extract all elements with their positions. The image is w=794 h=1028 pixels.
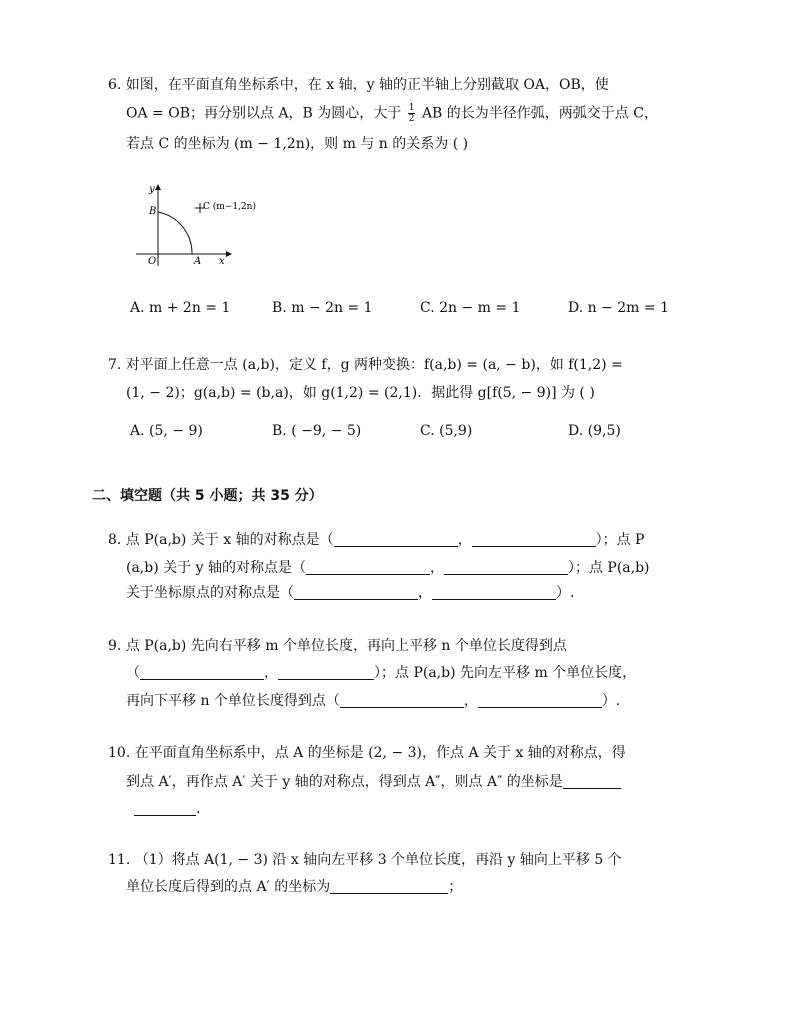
q6-coordinate-figure: [130, 180, 280, 270]
q7-option-a[interactable]: A. (5, − 9): [130, 423, 203, 439]
q6-option-d[interactable]: D. n − 2m = 1: [568, 300, 669, 316]
q8-comma-1: ，: [457, 532, 472, 548]
q11-l2-text: 单位长度后得到的点 A′ 的坐标为: [126, 879, 331, 895]
q8-line-3: [126, 583, 574, 603]
q7-option-c[interactable]: C. (5,9): [420, 423, 473, 439]
q10-l3-end: .: [196, 801, 201, 817]
q8-line-1: [108, 530, 644, 550]
q9-line-2: [126, 663, 636, 683]
q6-option-c[interactable]: C. 2n − m = 1: [420, 300, 521, 316]
q8-l1-end: ）；点 P: [595, 532, 645, 548]
q7-line-2: (1, − 2)；g(a,b) = (b,a)，如 g(1,2) = (2,1)．据此得 g[f(5, − 9)] 为 ( ): [126, 385, 595, 401]
q8-blank-1[interactable]: [334, 531, 458, 547]
q6-option-b[interactable]: B. m − 2n = 1: [272, 300, 373, 316]
q8-blank-5[interactable]: [294, 584, 418, 600]
label-b: B: [149, 206, 157, 217]
label-x: x: [219, 256, 225, 267]
q9-line-1: 9. 点 P(a,b) 先向右平移 m 个单位长度，再向上平移 n 个单位长度得到点: [108, 638, 567, 654]
q8-blank-2[interactable]: [472, 531, 596, 547]
q7-option-b[interactable]: B. ( −9, − 5): [272, 423, 362, 439]
q9-comma-1: ，: [264, 665, 278, 681]
q9-l2-open: （: [126, 665, 140, 681]
q8-line-2: [126, 558, 650, 578]
q8-blank-4[interactable]: [444, 559, 568, 575]
q8-l2-end: ）；点 P(a,b): [567, 560, 650, 576]
q7-line-1: 7. 对平面上任意一点 (a,b)，定义 f，g 两种变换：f(a,b) = (a, − b)，如 f(1,2) =: [108, 357, 623, 373]
q6-line-2: [126, 103, 658, 124]
q6-line-2-post: AB 的长为半径作弧，两弧交于点 C，: [421, 105, 658, 122]
q9-comma-2: ，: [463, 693, 478, 709]
q8-l1-text: 8. 点 P(a,b) 关于 x 轴的对称点是（: [108, 532, 334, 548]
label-a: A: [194, 256, 202, 267]
q6-line-1: 6. 如图，在平面直角坐标系中，在 x 轴，y 轴的正半轴上分别截取 OA，OB，使: [108, 77, 609, 93]
quarter-arc: [158, 212, 192, 254]
q11-line-1: 11. （1）将点 A(1, − 3) 沿 x 轴向左平移 3 个单位长度，再沿 y 轴向上平移 5 个: [108, 852, 622, 868]
q9-blank-2[interactable]: [278, 664, 374, 680]
q11-blank-1[interactable]: [330, 878, 448, 894]
q6-fraction-denominator: 2: [408, 114, 415, 124]
q8-comma-2: ，: [429, 560, 444, 576]
q8-blank-6[interactable]: [432, 584, 556, 600]
q6-option-a[interactable]: A. m + 2n = 1: [130, 300, 231, 316]
q8-comma-3: ，: [418, 585, 432, 601]
q8-l3-text: 关于坐标原点的对称点是（: [126, 585, 294, 601]
q11-line-2: [126, 877, 462, 897]
section-2-title: 二、填空题（共 5 小题；共 35 分）: [92, 488, 323, 504]
q6-line-3: 若点 C 的坐标为 (m − 1,2n)，则 m 与 n 的关系为 ( ): [126, 136, 469, 152]
q8-l3-end: ）.: [556, 585, 575, 601]
q10-line-1: 10. 在平面直角坐标系中，点 A 的坐标是 (2, − 3)，作点 A 关于 x 轴的对称点，得: [108, 745, 626, 761]
q10-line-3: [134, 799, 200, 819]
q9-blank-4[interactable]: [478, 692, 602, 708]
q9-blank-1[interactable]: [140, 664, 264, 680]
label-c: C (m−1,2n): [203, 202, 256, 212]
q10-blank-2[interactable]: [134, 800, 196, 816]
q8-l2-text: (a,b) 关于 y 轴的对称点是（: [126, 560, 306, 576]
q9-line-3: [126, 691, 620, 711]
q9-blank-3[interactable]: [340, 692, 464, 708]
label-y: y: [149, 184, 155, 195]
q9-l3-end: ）.: [601, 693, 621, 709]
y-axis-arrow: [155, 184, 161, 190]
q10-blank-1[interactable]: [563, 773, 621, 789]
x-axis-arrow: [226, 251, 232, 257]
q8-blank-3[interactable]: [306, 559, 430, 575]
q9-l2-end: ）；点 P(a,b) 先向左平移 m 个单位长度，: [374, 665, 637, 681]
q6-line-2-pre: OA = OB；再分别以点 A，B 为圆心，大于: [126, 105, 402, 122]
q9-l3-text: 再向下平移 n 个单位长度得到点（: [126, 693, 340, 709]
q6-fraction-numerator: 1: [408, 103, 415, 113]
q11-l2-end: ；: [448, 879, 463, 895]
q6-fraction: [408, 103, 416, 124]
label-o: O: [148, 256, 157, 267]
q10-l2-text: 到点 A′，再作点 A′ 关于 y 轴的对称点，得到点 A″，则点 A″ 的坐标是: [126, 774, 563, 790]
q7-option-d[interactable]: D. (9,5): [568, 423, 621, 439]
q10-line-2: [126, 772, 621, 792]
